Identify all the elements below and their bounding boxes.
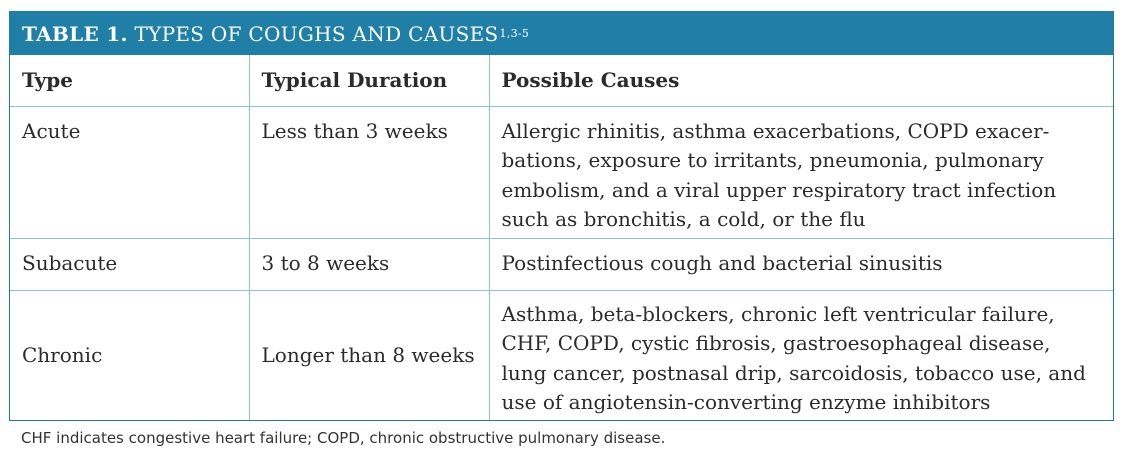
cell-duration: 3 to 8 weeks (249, 238, 489, 290)
table-title (10, 12, 1113, 55)
table-title-references: 1,3-5 (499, 27, 530, 40)
cell-type: Subacute (10, 238, 249, 290)
table-header-row (10, 55, 1113, 106)
cell-causes: Postinfectious cough and bacterial sinusitis (489, 238, 1113, 290)
cell-duration: Less than 3 weeks (249, 106, 489, 238)
table-number: TABLE 1. (22, 21, 128, 46)
cell-type: Chronic (10, 290, 249, 421)
table-footnote: CHF indicates congestive heart failure; COPD, chronic obstructive pulmonary disease. (21, 429, 666, 447)
table-row (10, 106, 1113, 238)
table-title-text: TYPES OF COUGHS AND CAUSES (134, 21, 499, 46)
table-row (10, 290, 1113, 421)
header-typical-duration: Typical Duration (249, 55, 489, 106)
cell-causes: Asthma, beta-blockers, chronic left ventricular failure, CHF, COPD, cystic fibrosis, gastroesophageal disease, lung cancer, postnasal drip, sarcoidosis, tobacco use, and use of angiotensin-converting enzyme inhibitors (501, 301, 1086, 414)
cell-causes: Allergic rhinitis, asthma exacerbations, COPD exacer-bations, exposure to irritants, pneumonia, pulmonary embolism, and a viral upper respiratory tract infection such as bronchitis, a cold, or the flu (489, 106, 1113, 238)
cell-duration: Longer than 8 weeks (249, 290, 489, 421)
header-possible-causes: Possible Causes (489, 55, 1113, 106)
table-row (10, 238, 1113, 290)
table-body (10, 55, 1113, 421)
header-type: Type (10, 55, 249, 106)
cell-type: Acute (10, 106, 249, 238)
cough-types-table (9, 11, 1114, 421)
